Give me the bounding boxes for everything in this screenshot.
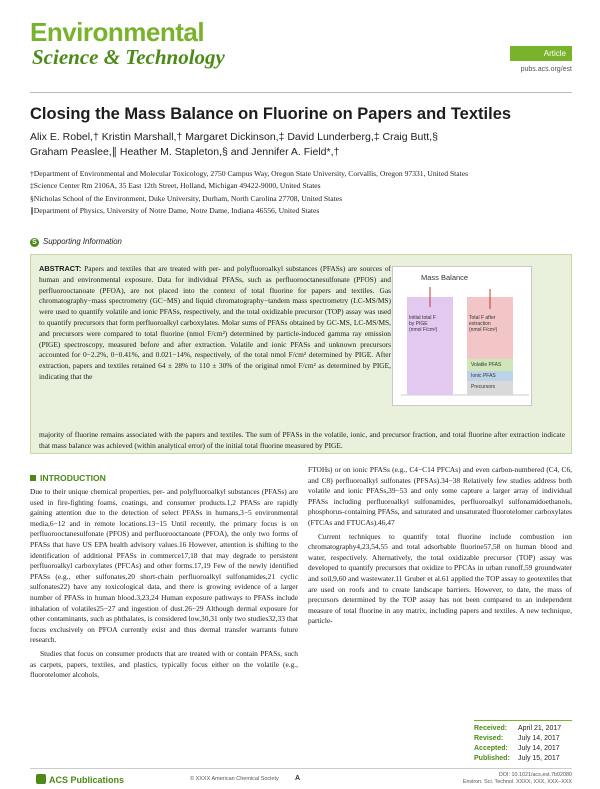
footer-divider bbox=[30, 768, 572, 769]
doi-link[interactable]: DOI: 10.1021/acs.est.7b02080 bbox=[498, 772, 572, 778]
dates-divider bbox=[474, 720, 572, 721]
date-label: Received: bbox=[474, 725, 508, 732]
acs-logo-icon bbox=[36, 774, 46, 784]
affiliation-3: §Nicholas School of the Environment, Duke University, Durham, North Carolina 27708, United States bbox=[30, 193, 343, 203]
date-row-published bbox=[474, 754, 574, 764]
abstract-text bbox=[39, 264, 391, 383]
doi-citation bbox=[440, 772, 572, 786]
date-label: Revised: bbox=[474, 735, 504, 742]
toc-label-after: Total F after extraction (nmol F/cm²) bbox=[469, 315, 498, 333]
section-square-icon bbox=[30, 475, 36, 481]
date-value: July 14, 2017 bbox=[518, 745, 560, 752]
introduction-heading bbox=[30, 473, 106, 483]
abstract-tail: majority of fluorine remains associated with the papers and textiles. The sum of PFASs in the volatile, ionic, and precursor fraction, and total fluorine after extraction indicate that mass balance was achieved (within analytical error) of the initial total fluorine measured by PIGE. bbox=[39, 430, 565, 450]
intro-paragraph-2: Studies that focus on consumer products that are treated with or contain PFASs, such as carpets, papers, textiles, and plastics, typically focus either on the volatile (e.g., fluorotelomer alcohols, bbox=[30, 648, 298, 680]
logo-line-2: Science & Technology bbox=[32, 45, 225, 69]
header-divider bbox=[30, 92, 572, 93]
publication-dates bbox=[474, 724, 574, 764]
date-row-accepted bbox=[474, 744, 574, 754]
toc-legend-ionic: Ionic PFAS bbox=[471, 373, 496, 379]
intro-paragraph-3: FTOHs) or on ionic PFASs (e.g., C4−C14 PFCAs) and even carbon-numbered (C4, C6, and C8) perfluoroalkyl sulfonates (PFSAs).34−38 Relatively few studies address both volatile and ionic PFASs,39−53 and only some capture a larger array of individual PFASs including perfluoroalkyl sulfonamides, perfluoroalkyl sulfonamidoethanols, phosphorus-containing PFASs, and saturated and unsaturated fluorotelomer carboxylates (FTCAs and FTUCAs).46,47 bbox=[308, 465, 572, 527]
intro-paragraph-4: Current techniques to quantify total fluorine include combustion ion chromatography4,23,54,55 and total adsorbable fluorine57,58 on human blood and water, respectively. Alternatively, the total oxidizable precursor (TOP) assay was developed to quantify precursors that oxidize to PFCAs in urban runoff,59 groundwater and soil,9,60 and wastewater.11 Gruber et al.61 applied the TOP assay to geotextiles that are used on roofs and to create landscape barriers. However, to date, the mass of precursors determined by the TOP assay has not been compared to an independent measure of total fluorine in any matrix, including papers and textiles. A new technique, particle- bbox=[308, 531, 572, 626]
supporting-info-icon: S bbox=[30, 238, 39, 247]
date-row-received bbox=[474, 724, 574, 734]
article-badge: Article bbox=[510, 46, 572, 61]
affiliation-4: ∥Department of Physics, University of Notre Dame, Notre Dame, Indiana 46556, United States bbox=[30, 206, 320, 216]
date-row-revised bbox=[474, 734, 574, 744]
affiliation-1: †Department of Environmental and Molecular Toxicology, 2750 Campus Way, Oregon State University, Corvallis, Oregon 97331, United States bbox=[30, 169, 469, 178]
toc-bar-initial bbox=[407, 297, 453, 395]
toc-legend-precursors: Precursors bbox=[471, 384, 496, 390]
author-line-2: Graham Peaslee,∥ Heather M. Stapleton,§ and Jennifer A. Field*,† bbox=[30, 146, 340, 158]
toc-graphic bbox=[392, 266, 532, 406]
abstract-body: Papers and textiles that are treated with per- and polyfluoroalkyl substances (PFASs) are sources of human and environmental exposure. Data for individual PFASs, such as perfluorooctanesulfonate (PFOS) and perfluorooctanoate (PFOA), are not placed into the context of total fluorine for papers and textiles. Gas chromatography−mass spectrometry (GC−MS) and liquid chromatography−tandem mass spectrometry (LC-MS/MS) were used to quantify volatile and ionic PFASs, respectively, and the total oxidizable precursor (TOP) assay was used to quantify precursors that form perfluoroalkyl carboxylates. Molar sums of PFASs obtained by GC-MS, LC-MS/MS, and precursors were compared to total fluorine (nmol F/cm²) determined by particle-induced gamma ray emission (PIGE) spectroscopy, measured before and after extraction. Volatile and ionic PFASs and unknown precursors accounted for 0−2.2%, 0−0.41%, and 0.021−14%, respectively, of the total nmol F/cm² determined by PIGE. After extraction, papers and textiles retained 64 ± 28% to 110 ± 30% of the original nmol F/cm² as determined by PIGE, indicating that the bbox=[39, 264, 391, 381]
right-column bbox=[308, 465, 572, 630]
author-list bbox=[30, 130, 575, 160]
page-number: A bbox=[295, 775, 301, 782]
copyright-notice: © XXXX American Chemical Society bbox=[190, 776, 279, 782]
abstract-label: ABSTRACT: bbox=[39, 264, 82, 273]
toc-title: Mass Balance bbox=[421, 273, 469, 282]
introduction-heading-text: INTRODUCTION bbox=[40, 473, 106, 483]
date-value: July 14, 2017 bbox=[518, 735, 560, 742]
toc-legend-volatile: Volatile PFAS bbox=[471, 362, 502, 368]
date-value: July 15, 2017 bbox=[518, 755, 560, 762]
date-label: Accepted: bbox=[474, 745, 508, 752]
supporting-info-link[interactable] bbox=[30, 237, 122, 247]
affiliations bbox=[30, 168, 575, 218]
acs-publications-logo[interactable] bbox=[36, 774, 124, 785]
toc-label-initial: Initial total F by PIGE (nmol F/cm²) bbox=[409, 315, 438, 333]
author-line-1: Alix E. Robel,† Kristin Marshall,† Margaret Dickinson,‡ David Lunderberg,‡ Craig Butt,§ bbox=[30, 131, 438, 143]
logo-line-1: Environmental bbox=[30, 17, 205, 47]
acs-logo-text: ACS Publications bbox=[49, 775, 125, 785]
journal-url-link[interactable]: pubs.acs.org/est bbox=[520, 66, 572, 73]
date-label: Published: bbox=[474, 755, 510, 762]
citation-text: Environ. Sci. Technol. XXXX, XXX, XXX−XXX bbox=[462, 779, 572, 785]
left-column bbox=[30, 487, 298, 684]
paper-title: Closing the Mass Balance on Fluorine on Papers and Textiles bbox=[30, 105, 512, 123]
supporting-info-label: Supporting Information bbox=[43, 237, 122, 246]
journal-logo bbox=[30, 18, 240, 84]
intro-paragraph-1: Due to their unique chemical properties, per- and polyfluoroalkyl substances (PFASs) are used in fire-fighting foams, coatings, and consumer products.1,2 PFASs are rapidly gaining attention due to the detection of select PFASs in humans,3−5 environmental media,6−12 and in remote locations.13−15 Until recently, the primary focus is on perfluorooctanesulfonate (PFOS) and perfluorooctanoate (PFOA), the only two forms of PFASs that have US EPA health advisory values.16 However, attention is shifting to the identification of additional PFASs in commerce17,18 that may degrade to persistent perfluoroalkyl carboxylates (PFCAs) and other forms.17,19 Few of the newly identified PFASs (e.g., ether sulfonates,20 short-chain perfluoroalkyl sulfonamides,21 cyclic sulfonates22) have any toxicological data, and there is growing evidence of a larger number of PFASs in human blood.3,23,24 Human exposure pathways to PFASs include inhalation of volatiles25−27 and ingestion of dust.26−29 Although dermal exposure for other contaminants, such as phthalates, is considered low,30,31 only two studies32,33 that focus exclusively on PFOA currently exist and thus dermal transfer warrants future research. bbox=[30, 487, 298, 645]
affiliation-2: ‡Science Center Rm 2106A, 35 East 12th Street, Holland, Michigan 49422-9000, United States bbox=[30, 181, 321, 191]
date-value: April 21, 2017 bbox=[518, 725, 562, 732]
